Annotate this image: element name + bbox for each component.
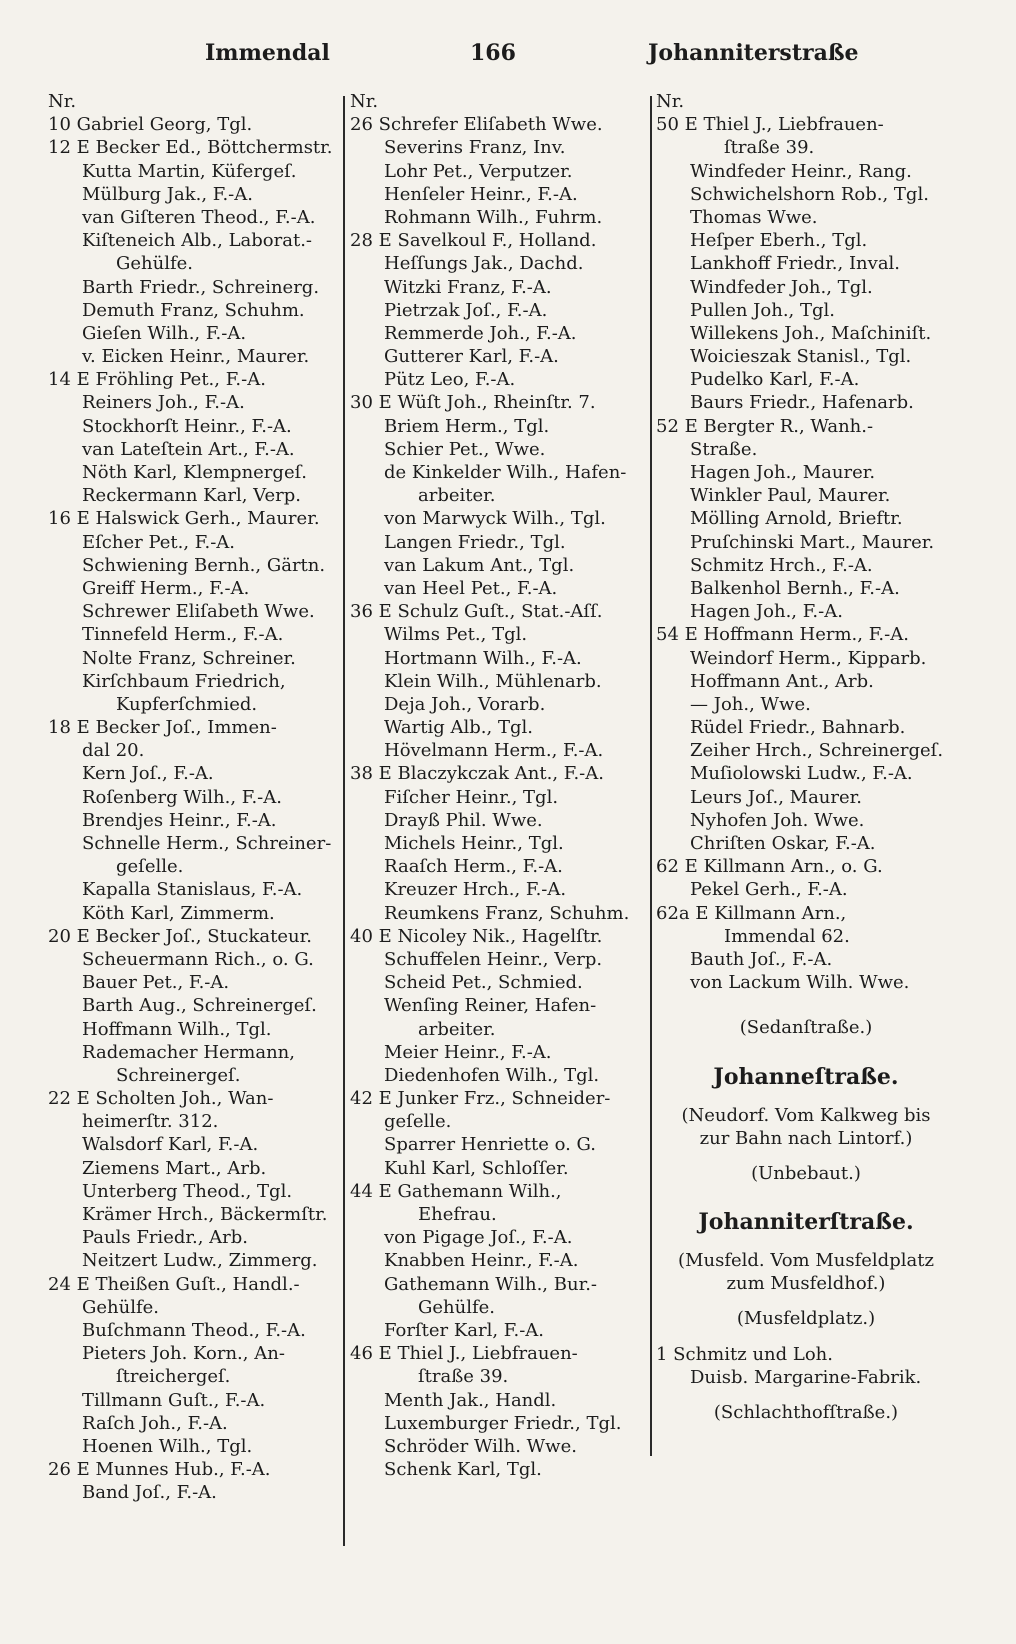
directory-entry: 22 E Scholten Joh., Wan- <box>48 1088 274 1110</box>
column-divider-1 <box>343 96 345 1546</box>
directory-entry: Leurs Joſ., Maurer. <box>690 786 863 808</box>
directory-entry: Pauls Friedr., Arb. <box>82 1227 249 1249</box>
directory-entry: van Lakum Ant., Tgl. <box>384 554 575 576</box>
directory-entry: Remmerde Joh., F.-A. <box>384 322 577 344</box>
directory-entry: Lankhoff Friedr., Inval. <box>690 253 901 275</box>
directory-entry: Kuhl Karl, Schloſſer. <box>384 1157 569 1179</box>
directory-entry: Schnelle Herm., Schreiner- <box>82 833 332 854</box>
directory-entry: Pruſchinski Mart., Maurer. <box>690 531 935 553</box>
directory-entry: Greiff Herm., F.-A. <box>82 577 250 599</box>
directory-entry: Bauer Pet., F.-A. <box>82 972 230 994</box>
street-note: zum Musfeldhof.) <box>726 1273 886 1295</box>
directory-entry: Raſch Joh., F.-A. <box>82 1412 228 1434</box>
directory-entry: Gathemann Wilh., Bur.- <box>384 1273 598 1295</box>
directory-entry: Kern Joſ., F.-A. <box>82 763 214 785</box>
directory-entry: Winkler Paul, Maurer. <box>690 485 891 507</box>
directory-entry: Gutterer Karl, F.-A. <box>384 346 559 368</box>
directory-entry: Michels Heinr., Tgl. <box>384 833 564 854</box>
directory-entry: Kirſchbaum Friedrich, <box>82 670 286 692</box>
directory-entry: 42 E Junker Frz., Schneider- <box>350 1088 611 1110</box>
directory-entry: 52 E Bergter R., Wanh.- <box>656 415 874 437</box>
spacer <box>656 1389 956 1401</box>
directory-entry: geſelle. <box>116 856 184 878</box>
directory-entry: Köth Karl, Zimmerm. <box>82 902 275 924</box>
directory-entry: Scheuermann Rich., o. G. <box>82 948 314 970</box>
directory-entry: arbeiter. <box>418 485 496 507</box>
directory-entry: 20 E Becker Joſ., Stuckateur. <box>48 925 312 947</box>
directory-entry: Duisb. Margarine-Fabrik. <box>690 1366 922 1388</box>
directory-entry: 62 E Killmann Arn., o. G. <box>656 856 883 878</box>
directory-entry: Kutta Martin, Küfergeſ. <box>82 160 297 182</box>
directory-entry: Hagen Joh., Maurer. <box>690 462 876 483</box>
directory-entry: ſtreichergeſ. <box>116 1366 231 1388</box>
directory-entry: Windfeder Joh., Tgl. <box>690 276 873 298</box>
directory-entry: v. Eicken Heinr., Maurer. <box>82 346 310 368</box>
directory-entry: Meier Heinr., F.-A. <box>384 1041 552 1063</box>
directory-entry: Nyhofen Joh. Wwe. <box>690 809 865 831</box>
directory-entry: Hoffmann Wilh., Tgl. <box>82 1018 272 1040</box>
directory-entry: Gieſen Wilh., F.-A. <box>82 322 247 344</box>
directory-entry: Ehefrau. <box>418 1204 497 1225</box>
directory-entry: Deja Joh., Vorarb. <box>384 693 546 715</box>
directory-entry: Barth Friedr., Schreinerg. <box>82 276 320 298</box>
column-1 <box>48 90 340 1504</box>
column-3 <box>656 90 956 1424</box>
directory-entry: Raaſch Herm., F.-A. <box>384 856 563 878</box>
street-note: (Neudorf. Vom Kalkweg bis <box>681 1104 931 1126</box>
street-note: (Schlachthofſtraße.) <box>713 1402 899 1423</box>
directory-entry: Bauth Joſ., F.-A. <box>690 948 833 970</box>
directory-entry: Diedenhofen Wilh., Tgl. <box>384 1064 600 1086</box>
directory-entry: von Lackum Wilh. Wwe. <box>690 972 910 994</box>
column-2 <box>350 90 642 1481</box>
directory-entry: Kiſteneich Alb., Laborat.- <box>82 230 313 252</box>
directory-entry: 62a E Killmann Arn., <box>656 902 847 924</box>
directory-entry: Heſper Eberh., Tgl. <box>690 230 868 252</box>
directory-entry: Barth Aug., Schreinergeſ. <box>82 995 317 1017</box>
directory-entry: Briem Herm., Tgl. <box>384 415 550 437</box>
directory-entry: Lohr Pet., Verputzer. <box>384 160 573 182</box>
directory-entry: Mülburg Jak., F.-A. <box>82 183 253 205</box>
directory-entry: Unterberg Theod., Tgl. <box>82 1180 293 1202</box>
street-note: zur Bahn nach Lintorf.) <box>699 1127 913 1149</box>
directory-entry: Rüdel Friedr., Bahnarb. <box>690 717 906 739</box>
spacer <box>656 1185 956 1207</box>
directory-entry: Immendal 62. <box>724 925 850 947</box>
directory-entry: Wilms Pet., Tgl. <box>384 624 528 646</box>
directory-entry: 40 E Nicoley Nik., Hagelſtr. <box>350 925 603 947</box>
directory-entry: Tinnefeld Herm., F.-A. <box>82 624 284 646</box>
directory-entry: Pütz Leo, F.-A. <box>384 369 516 391</box>
directory-entry: Schröder Wilh. Wwe. <box>384 1435 577 1457</box>
directory-entry: Stockhorſt Heinr., F.-A. <box>82 415 292 437</box>
spacer <box>656 1150 956 1162</box>
directory-entry: Windfeder Heinr., Rang. <box>690 160 912 182</box>
directory-entry: Hoenen Wilh., Tgl. <box>82 1435 253 1457</box>
directory-entry: Thomas Wwe. <box>690 206 818 228</box>
directory-entry: 24 E Theißen Guſt., Handl.- <box>48 1273 300 1295</box>
directory-entry: Witzki Franz, F.-A. <box>384 276 552 298</box>
directory-entry: Henſeler Heinr., F.-A. <box>384 183 578 205</box>
directory-entry: Schier Pet., Wwe. <box>384 438 546 460</box>
directory-entry: Nr. <box>48 91 77 112</box>
spacer <box>656 1237 956 1249</box>
directory-entry: Nr. <box>350 91 379 112</box>
directory-entry: Drayß Phil. Wwe. <box>384 809 543 831</box>
directory-entry: Kupferſchmied. <box>116 693 258 715</box>
directory-entry: — Joh., Wwe. <box>690 693 811 715</box>
directory-entry: Kapalla Stanislaus, F.-A. <box>82 879 303 901</box>
directory-entry: Knabben Heinr., F.-A. <box>384 1250 579 1272</box>
directory-entry: 10 Gabriel Georg, Tgl. <box>48 114 253 136</box>
directory-entry: Schwichelshorn Rob., Tgl. <box>690 183 929 205</box>
directory-entry: 16 E Halswick Gerh., Maurer. <box>48 508 320 530</box>
directory-entry: 30 E Wüſt Joh., Rheinſtr. 7. <box>350 392 596 414</box>
directory-entry: de Kinkelder Wilh., Hafen- <box>384 462 627 483</box>
directory-entry: 28 E Savelkoul F., Holland. <box>350 230 597 252</box>
directory-entry: Straße. <box>690 438 758 460</box>
directory-entry: von Pigage Joſ., F.-A. <box>384 1227 573 1249</box>
directory-entry: ſtraße 39. <box>418 1366 509 1388</box>
directory-entry: Langen Friedr., Tgl. <box>384 531 566 553</box>
directory-entry: Chriſten Oskar, F.-A. <box>690 833 876 854</box>
directory-entry: Buſchmann Theod., F.-A. <box>82 1319 306 1341</box>
directory-entry: Gehülfe. <box>418 1296 496 1318</box>
directory-entry: Heſſungs Jak., Dachd. <box>384 253 584 275</box>
directory-entry: Wenſing Reiner, Hafen- <box>384 995 597 1017</box>
spacer <box>656 1331 956 1343</box>
directory-entry: Fiſcher Heinr., Tgl. <box>384 786 559 808</box>
directory-entry: Demuth Franz, Schuhm. <box>82 299 305 321</box>
directory-entry: 54 E Hoffmann Herm., F.-A. <box>656 624 909 646</box>
directory-entry: geſelle. <box>384 1111 452 1133</box>
directory-entry: Eſcher Pet., F.-A. <box>82 531 236 553</box>
directory-entry: Mölling Arnold, Brieftr. <box>690 508 903 530</box>
directory-entry: Krämer Hrch., Bäckermſtr. <box>82 1204 328 1225</box>
directory-entry: Kreuzer Hrch., F.-A. <box>384 879 567 901</box>
directory-entry: Reumkens Franz, Schuhm. <box>384 902 630 924</box>
directory-entry: Luxemburger Friedr., Tgl. <box>384 1412 622 1434</box>
directory-entry: Pietrzak Joſ., F.-A. <box>384 299 548 321</box>
header-left-street: Immendal <box>205 40 330 66</box>
directory-entry: Rademacher Hermann, <box>82 1041 295 1063</box>
directory-entry: Nolte Franz, Schreiner. <box>82 647 296 669</box>
directory-entry: Baurs Friedr., Hafenarb. <box>690 392 914 414</box>
directory-entry: 12 E Becker Ed., Böttchermstr. <box>48 137 333 159</box>
directory-entry: Pullen Joh., Tgl. <box>690 299 836 321</box>
directory-entry: Schreinergeſ. <box>116 1064 241 1086</box>
spacer <box>656 1092 956 1104</box>
directory-entry: 36 E Schulz Guſt., Stat.-Aſſ. <box>350 601 603 623</box>
directory-entry: Hortmann Wilh., F.-A. <box>384 647 582 669</box>
directory-entry: van Lateſtein Art., F.-A. <box>82 438 295 460</box>
directory-entry: Wartig Alb., Tgl. <box>384 717 533 739</box>
street-heading: Johanneſtraße. <box>713 1063 899 1090</box>
directory-entry: van Heel Pet., F.-A. <box>384 577 558 599</box>
directory-entry: Schuffelen Heinr., Verp. <box>384 948 603 970</box>
directory-entry: Hoffmann Ant., Arb. <box>690 670 874 692</box>
directory-entry: 14 E Fröhling Pet., F.-A. <box>48 369 266 391</box>
directory-entry: 46 E Thiel J., Liebfrauen- <box>350 1343 578 1365</box>
directory-entry: von Marwyck Wilh., Tgl. <box>384 508 606 530</box>
directory-entry: Schmitz Hrch., F.-A. <box>690 554 873 576</box>
directory-entry: Nöth Karl, Klempnergeſ. <box>82 462 307 483</box>
directory-entry: Pieters Joh. Korn., An- <box>82 1343 285 1365</box>
directory-entry: Neitzert Ludw., Zimmerg. <box>82 1250 318 1272</box>
directory-entry: Scheid Pet., Schmied. <box>384 972 583 994</box>
street-heading: Johanniterſtraße. <box>698 1209 914 1236</box>
directory-entry: Hövelmann Herm., F.-A. <box>384 740 604 762</box>
directory-entry: Schwiening Bernh., Gärtn. <box>82 554 326 576</box>
directory-entry: 50 E Thiel J., Liebfrauen- <box>656 114 884 136</box>
directory-entry: Reckermann Karl, Verp. <box>82 485 301 507</box>
directory-entry: ſtraße 39. <box>724 137 815 159</box>
directory-entry: Hagen Joh., F.-A. <box>690 601 843 623</box>
directory-entry: Klein Wilh., Mühlenarb. <box>384 670 602 692</box>
directory-entry: Severins Franz, Inv. <box>384 137 566 159</box>
directory-entry: Reiners Joh., F.-A. <box>82 392 245 414</box>
directory-entry: arbeiter. <box>418 1018 496 1040</box>
page-number: 166 <box>470 40 516 66</box>
directory-entry: Zeiher Hrch., Schreinergeſ. <box>690 740 944 762</box>
directory-entry: Walsdorf Karl, F.-A. <box>82 1134 259 1156</box>
directory-entry: Menth Jak., Handl. <box>384 1389 557 1411</box>
header-right-street: Johanniterstraße <box>648 40 859 66</box>
directory-entry: Forſter Karl, F.-A. <box>384 1319 545 1341</box>
directory-entry: Brendjes Heinr., F.-A. <box>82 809 277 831</box>
directory-entry: 1 Schmitz und Loh. <box>656 1343 833 1365</box>
directory-entry: Gehülfe. <box>116 253 194 275</box>
directory-entry: Pekel Gerh., F.-A. <box>690 879 848 901</box>
directory-entry: heimerſtr. 312. <box>82 1111 219 1133</box>
directory-entry: dal 20. <box>82 740 145 762</box>
directory-entry: Willekens Joh., Maſchiniſt. <box>690 322 932 344</box>
street-note: (Musfeld. Vom Musfeldplatz <box>678 1250 934 1272</box>
directory-entry: Sparrer Henriette o. G. <box>384 1134 596 1156</box>
directory-entry: 44 E Gathemann Wilh., <box>350 1180 562 1202</box>
directory-entry: Rohmann Wilh., Fuhrm. <box>384 206 603 228</box>
directory-entry: Tillmann Guſt., F.-A. <box>82 1389 266 1411</box>
directory-entry: 26 E Munnes Hub., F.-A. <box>48 1459 271 1481</box>
directory-entry: Balkenhol Bernh., F.-A. <box>690 577 900 599</box>
street-note: (Unbebaut.) <box>751 1162 861 1184</box>
spacer <box>656 1040 956 1062</box>
directory-entry: van Giſteren Theod., F.-A. <box>82 206 316 228</box>
directory-entry: Nr. <box>656 91 685 112</box>
directory-entry: Gehülfe. <box>82 1296 160 1318</box>
directory-entry: Schenk Karl, Tgl. <box>384 1459 542 1481</box>
directory-entry: Schrewer Eliſabeth Wwe. <box>82 601 315 623</box>
directory-entry: Pudelko Karl, F.-A. <box>690 369 860 391</box>
directory-entry: Roſenberg Wilh., F.-A. <box>82 786 282 808</box>
street-note: (Sedanſtraße.) <box>739 1017 873 1039</box>
directory-entry: 38 E Blaczykczak Ant., F.-A. <box>350 763 604 785</box>
column-divider-2 <box>650 96 652 1456</box>
directory-entry: Ziemens Mart., Arb. <box>82 1157 267 1179</box>
spacer <box>656 1295 956 1307</box>
directory-entry: Weindorf Herm., Kipparb. <box>690 647 927 669</box>
directory-entry: Band Joſ., F.-A. <box>82 1482 217 1504</box>
directory-entry: Woicieszak Stanisl., Tgl. <box>690 346 912 368</box>
spacer <box>656 994 956 1016</box>
directory-entry: 26 Schrefer Eliſabeth Wwe. <box>350 114 603 136</box>
directory-entry: 18 E Becker Joſ., Immen- <box>48 717 277 739</box>
street-note: (Musfeldplatz.) <box>736 1308 876 1330</box>
directory-entry: Muſiolowski Ludw., F.-A. <box>690 763 913 785</box>
